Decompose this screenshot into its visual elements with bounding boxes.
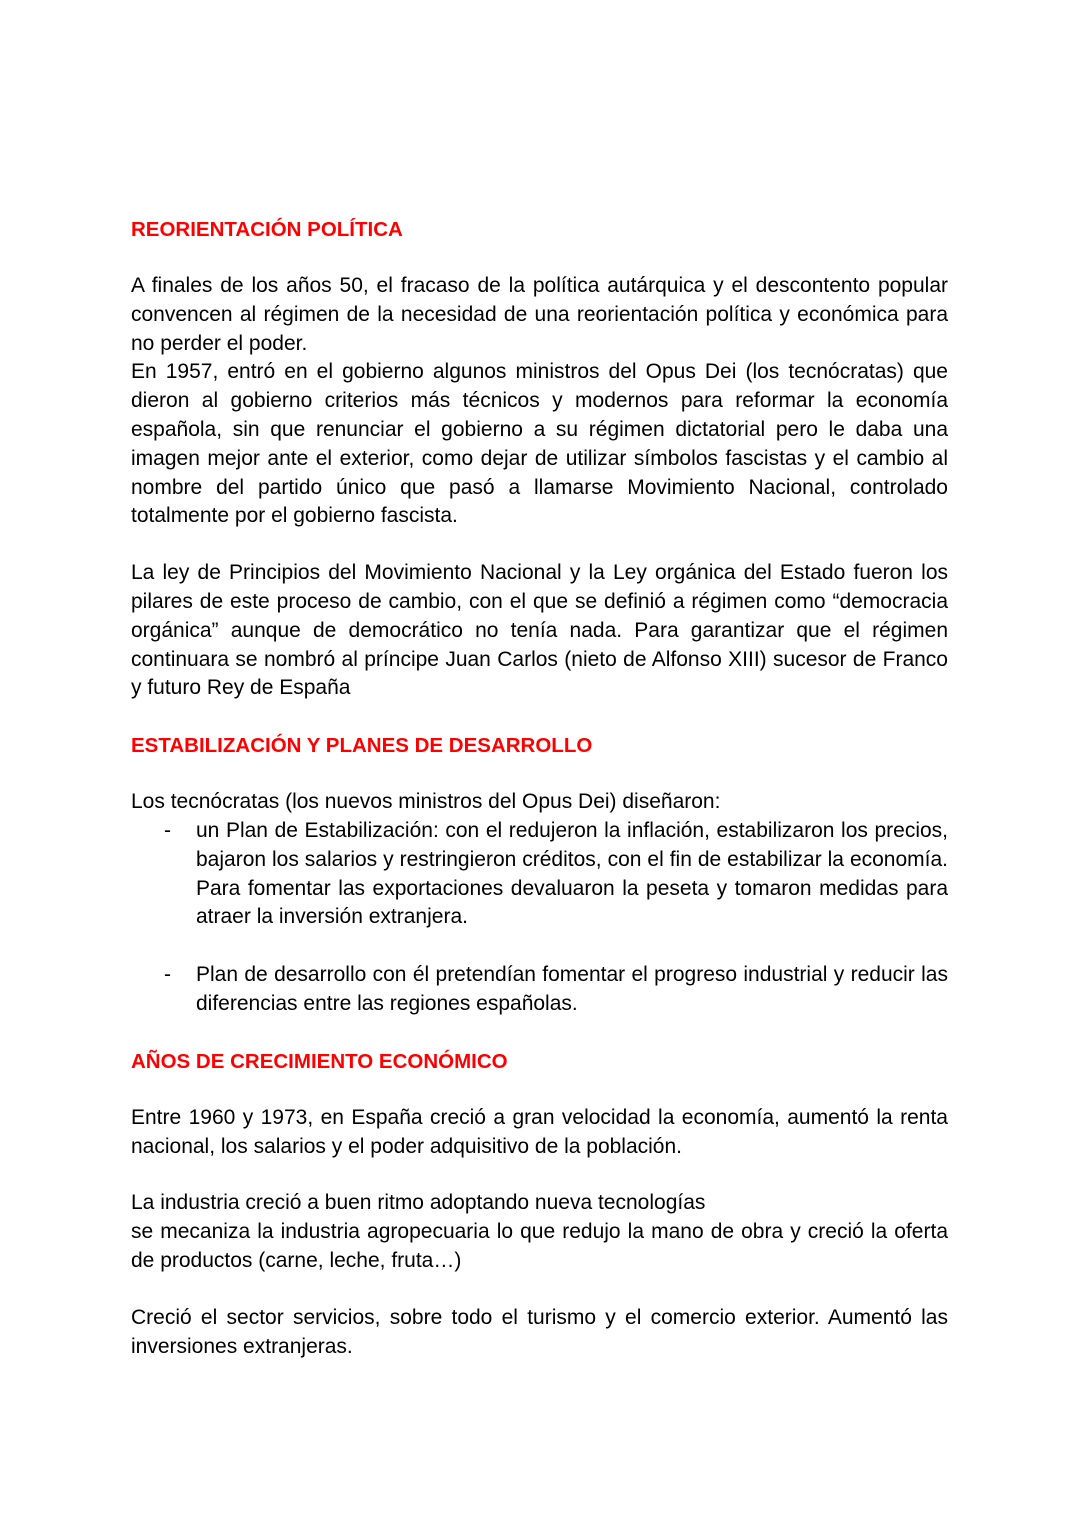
section-heading-reorientacion: REORIENTACIÓN POLÍTICA bbox=[131, 218, 403, 241]
paragraph: En 1957, entró en el gobierno algunos ministros del Opus Dei (los tecnócratas) que dieron al gobierno criterios más técnicos y modernos para reformar la economía española, sin que renunciar el gobierno a su régimen dictatorial pero le daba una imagen mejor ante el exterior, como dejar de utilizar símbolos fascistas y el cambio al nombre del partido único que pasó a llamarse Movimiento Nacional, controlado totalmente por el gobierno fascista. bbox=[131, 360, 948, 528]
dash-bullet-icon: - bbox=[164, 818, 171, 842]
section-heading-crecimiento: AÑOS DE CRECIMIENTO ECONÓMICO bbox=[131, 1049, 508, 1073]
paragraph: La industria creció a buen ritmo adoptando nueva tecnologías bbox=[131, 1191, 706, 1215]
paragraph: La ley de Principios del Movimiento Nacional y la Ley orgánica del Estado fueron los pilares de este proceso de cambio, con el que se definió a régimen como “democracia orgánica” aunque de democrático no tenía nada. Para garantizar que el régimen continuara se nombró al príncipe Juan Carlos (nieto de Alfonso XIII) sucesor de Franco y futuro Rey de España bbox=[131, 561, 948, 700]
list-item bbox=[131, 817, 948, 932]
bullet-list bbox=[131, 817, 948, 1019]
paragraph: Entre 1960 y 1973, en España creció a gran velocidad la economía, aumentó la renta nacional, los salarios y el poder adquisitivo de la población. bbox=[131, 1105, 948, 1158]
paragraph: A finales de los años 50, el fracaso de la política autárquica y el descontento popular convencen al régimen de la necesidad de una reorientación política y económica para no perder el poder. bbox=[131, 274, 948, 355]
list-item-text: un Plan de Estabilización: con el redujeron la inflación, estabilizaron los precios, bajaron los salarios y restringieron créditos, con el fin de estabilizar la economía. Para fomentar las exportaciones devaluaron la peseta y tomaron medidas para atraer la inversión extranjera. bbox=[196, 818, 948, 929]
dash-bullet-icon: - bbox=[164, 963, 171, 987]
paragraph: Creció el sector servicios, sobre todo el turismo y el comercio exterior. Aumentó las inversiones extranjeras. bbox=[131, 1305, 948, 1358]
section-heading-estabilizacion: ESTABILIZACIÓN Y PLANES DE DESARROLLO bbox=[131, 734, 593, 758]
list-item bbox=[131, 961, 948, 1019]
paragraph: Los tecnócratas (los nuevos ministros del Opus Dei) diseñaron: bbox=[131, 790, 721, 814]
list-item-text: Plan de desarrollo con él pretendían fomentar el progreso industrial y reducir las diferencias entre las regiones españolas. bbox=[196, 963, 948, 1015]
document-page bbox=[131, 215, 948, 1389]
paragraph: se mecaniza la industria agropecuaria lo que redujo la mano de obra y creció la oferta de productos (carne, leche, fruta…) bbox=[131, 1220, 948, 1272]
